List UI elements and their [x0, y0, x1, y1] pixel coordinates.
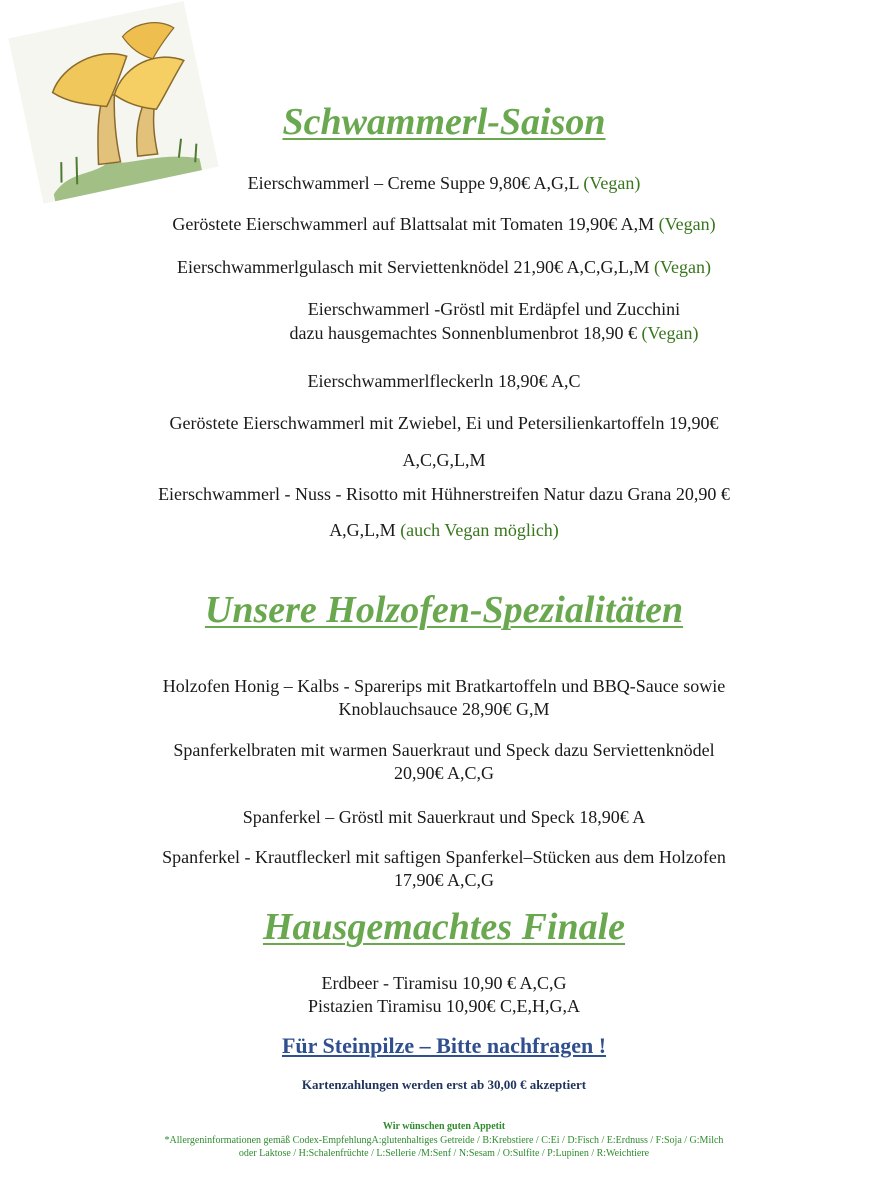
vegan-tag: (Vegan)	[658, 214, 716, 234]
menu-item: Geröstete Eierschwammerl mit Zwiebel, Ei und Petersilienkartoffeln 19,90€	[169, 413, 719, 433]
menu-item-line2: 17,90€ A,C,G	[393, 870, 494, 890]
menu-item: Eierschwammerl – Creme Suppe 9,80€ A,G,L (Vegan)	[247, 173, 641, 193]
menu-item-allergens: A,C,G,L,M	[402, 450, 486, 470]
menu-item: Eierschwammerlfleckerln 18,90€ A,C	[307, 371, 581, 391]
menu-item-line1: Spanferkelbraten mit warmen Sauerkraut und Speck dazu Serviettenknödel	[173, 740, 715, 760]
menu-item: dazu hausgemachtes Sonnenblumenbrot 18,90 € (Vegan)	[289, 323, 699, 343]
allergen-line1: *Allergeninformationen gemäß Codex-EmpfehlungA:glutenhaltiges Getreide / B:Krebstiere / C:Ei / D:Fisch / E:Erdnuss / F:Soja / G:Milch	[164, 1135, 724, 1146]
vegan-tag: (Vegan)	[641, 323, 699, 343]
menu-item-line1: Erdbeer - Tiramisu 10,90 € A,C,G	[321, 973, 567, 993]
menu-item-line1: Spanferkel - Krautfleckerl mit saftigen Spanferkel–Stücken aus dem Holzofen	[162, 847, 726, 867]
menu-item: Eierschwammerlgulasch mit Serviettenknödel 21,90€ A,C,G,L,M (Vegan)	[177, 257, 711, 277]
menu-item-line1: Holzofen Honig – Kalbs - Sparerips mit Bratkartoffeln und BBQ-Sauce sowie	[162, 676, 726, 696]
steinpilze-note: Für Steinpilze – Bitte nachfragen !	[281, 1033, 607, 1058]
allergen-line2: oder Laktose / H:Schalenfrüchte / L:Sellerie /M:Senf / N:Sesam / O:Sulfite / P:Lupinen / R:Weichtiere	[238, 1148, 650, 1159]
menu-item-allergens: A,G,L,M (auch Vegan möglich)	[329, 520, 559, 540]
menu-item: Geröstete Eierschwammerl auf Blattsalat mit Tomaten 19,90€ A,M (Vegan)	[172, 214, 716, 234]
menu-item: Eierschwammerl - Nuss - Risotto mit Hühnerstreifen Natur dazu Grana 20,90 €	[158, 484, 730, 504]
menu-item-line1: Spanferkel – Gröstl mit Sauerkraut und Speck 18,90€ A	[242, 807, 646, 827]
section-title-schwammerl: Schwammerl-Saison	[282, 101, 606, 143]
section-title-finale: Hausgemachtes Finale	[262, 906, 626, 948]
section-title-holzofen: Unsere Holzofen-Spezialitäten	[204, 589, 684, 631]
menu-item-line2: 20,90€ A,C,G	[393, 763, 494, 783]
allergen-info	[80, 1134, 808, 1160]
card-payment-note: Kartenzahlungen werden erst ab 30,00 € akzeptiert	[301, 1077, 587, 1092]
appetit-note: Wir wünschen guten Appetit	[382, 1121, 506, 1132]
vegan-tag: (Vegan)	[653, 257, 711, 277]
vegan-tag: (Vegan)	[583, 173, 641, 193]
menu-item-line1: Eierschwammerl -Gröstl mit Erdäpfel und Zucchini	[307, 299, 681, 319]
vegan-tag: (auch Vegan möglich)	[400, 520, 559, 540]
menu-item-line1: Pistazien Tiramisu 10,90€ C,E,H,G,A	[307, 996, 580, 1016]
menu-item-line2: Knoblauchsauce 28,90€ G,M	[338, 699, 550, 719]
